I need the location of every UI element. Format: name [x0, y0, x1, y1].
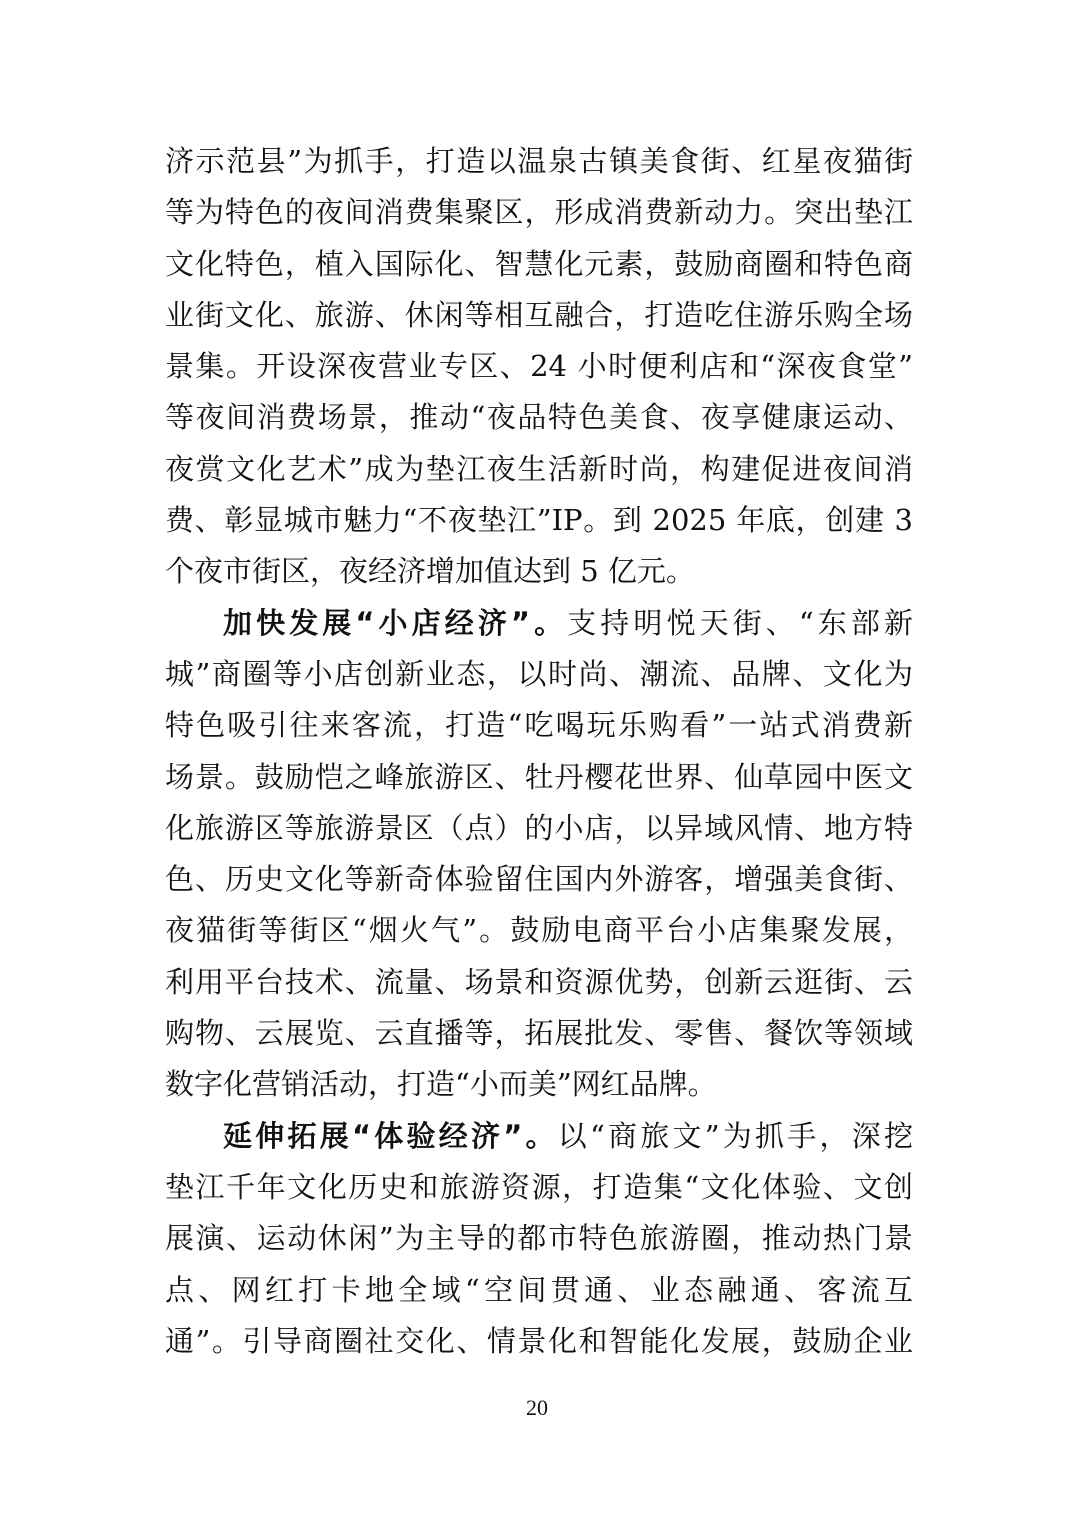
text-line: 夜猫街等街区“烟火气”。鼓励电商平台小店集聚发展，	[165, 913, 913, 948]
text-line: 垫江千年文化历史和旅游资源，打造集“文化体验、文创	[165, 1169, 913, 1204]
text-line: 等夜间消费场景，推动“夜品特色美食、夜享健康运动、	[165, 400, 913, 435]
text-line: 等为特色的夜间消费集聚区，形成消费新动力。突出垫江	[165, 195, 913, 230]
text-span: 支持明悦天街、“东部新	[567, 605, 913, 640]
body-text	[165, 136, 913, 1367]
paragraph-heading: 加快发展“小店经济”。	[223, 605, 568, 640]
page-number: 20	[526, 1395, 548, 1420]
text-line: 业街文化、旅游、休闲等相互融合，打造吃住游乐购全场	[165, 297, 913, 332]
text-line: 色、历史文化等新奇体验留住国内外游客，增强美食街、	[165, 862, 913, 897]
text-span: 以“商旅文”为抓手，深挖	[557, 1118, 913, 1153]
text-line: 城”商圈等小店创新业态，以时尚、潮流、品牌、文化为	[165, 656, 913, 691]
text-line: 个夜市街区，夜经济增加值达到 5 亿元。	[165, 554, 695, 589]
paragraph-heading: 延伸拓展“体验经济”。	[223, 1118, 558, 1153]
text-line: 场景。鼓励恺之峰旅游区、牡丹樱花世界、仙草园中医文	[165, 759, 913, 794]
text-line: 化旅游区等旅游景区（点）的小店，以异域风情、地方特	[165, 810, 913, 845]
paragraph-first-line	[165, 1111, 913, 1162]
text-line: 景集。开设深夜营业专区、24 小时便利店和“深夜食堂”	[165, 349, 913, 384]
text-line: 济示范县”为抓手，打造以温泉古镇美食街、红星夜猫街	[165, 144, 913, 178]
text-line: 特色吸引往来客流，打造“吃喝玩乐购看”一站式消费新	[165, 708, 913, 743]
text-line: 文化特色，植入国际化、智慧化元素，鼓励商圈和特色商	[165, 246, 913, 281]
text-line: 利用平台技术、流量、场景和资源优势，创新云逛街、云	[165, 964, 913, 999]
text-line: 夜赏文化艺术”成为垫江夜生活新时尚，构建促进夜间消	[165, 451, 913, 486]
text-line: 点、网红打卡地全域“空间贯通、业态融通、客流互	[165, 1272, 913, 1307]
text-line: 费、彰显城市魅力“不夜垫江”IP。到 2025 年底，创建 3	[165, 503, 913, 538]
paragraph-first-line	[165, 598, 913, 649]
text-line: 数字化营销活动，打造“小而美”网红品牌。	[165, 1067, 717, 1102]
text-line: 通”。引导商圈社交化、情景化和智能化发展，鼓励企业	[165, 1323, 913, 1358]
text-line: 购物、云展览、云直播等，拓展批发、零售、餐饮等领域	[165, 1016, 913, 1051]
text-line: 展演、运动休闲”为主导的都市特色旅游圈，推动热门景	[165, 1221, 913, 1256]
